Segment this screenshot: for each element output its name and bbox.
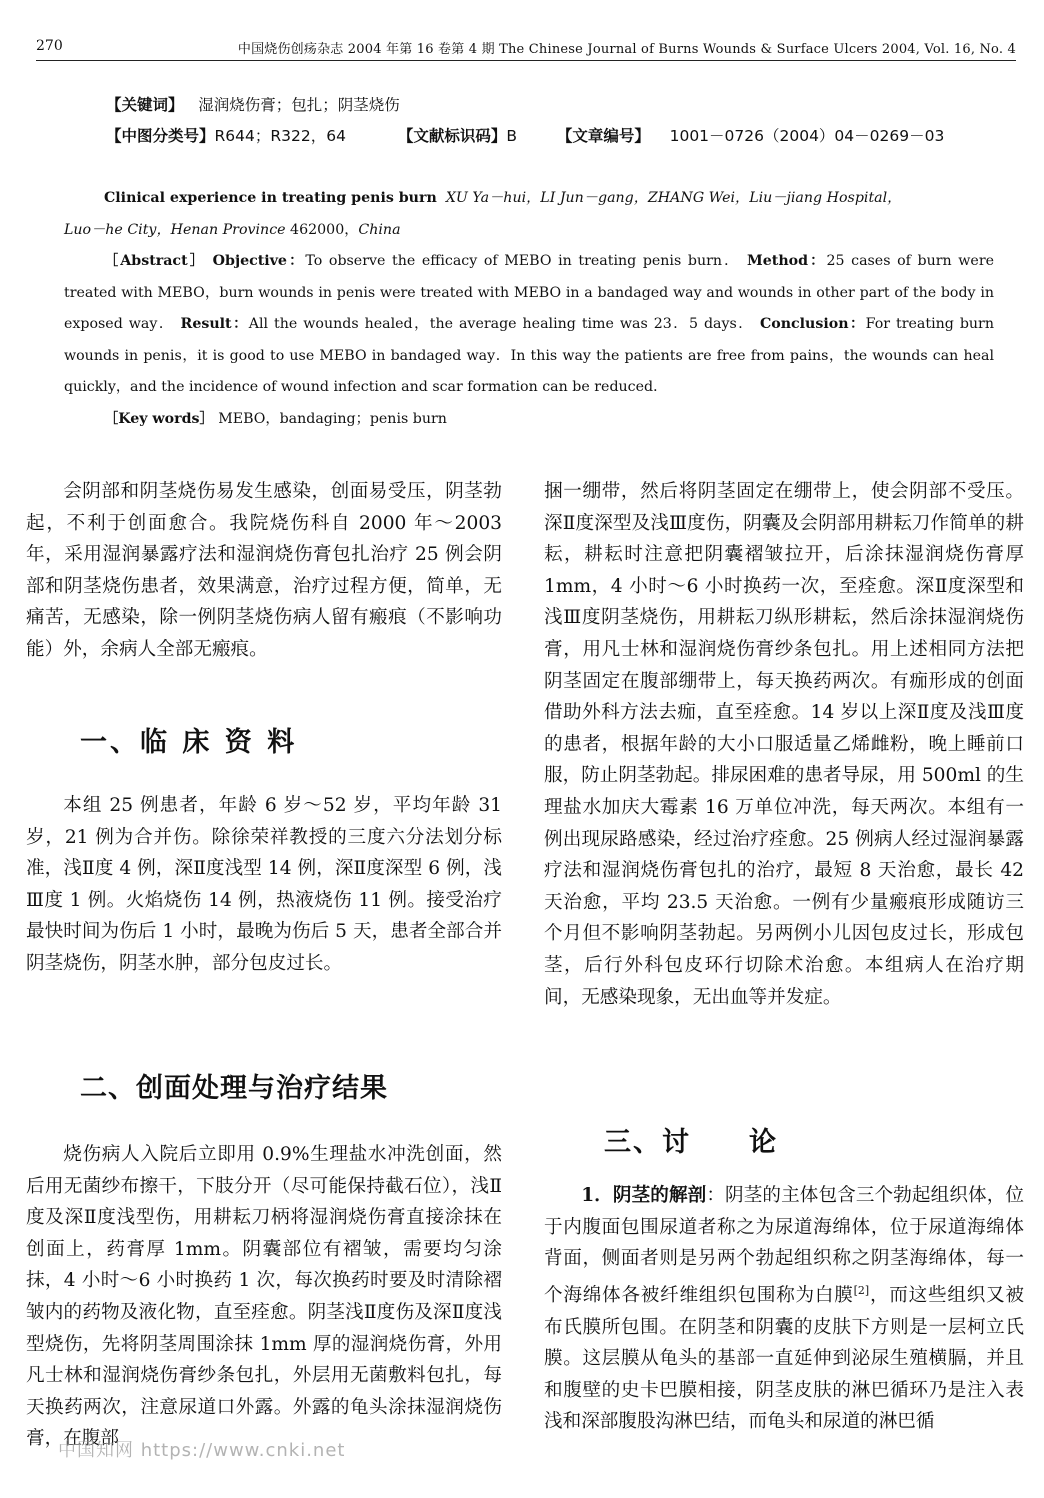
method-label: Method： — [747, 253, 827, 269]
abstract-label: ［Abstract］ — [104, 253, 207, 269]
keywords-cn — [106, 93, 400, 115]
citation-ref: [2] — [853, 1283, 870, 1297]
left-column-section2 — [26, 1139, 502, 1455]
intro-paragraph: 会阴部和阴茎烧伤易发生感染，创面易受压，阴茎勃起，不利于创面愈合。我院烧伤科自 2000 年～2003年，采用湿润暴露疗法和湿润烧伤膏包扎治疗 25 例会阴部和阴茎烧伤患者，效果满意，治疗过程方便，简单，无痛苦，无感染，除一例阴茎烧伤病人留有瘢痕（不影响功能）外，余病人全部无瘢痕。 — [26, 481, 502, 660]
doc-code-value: B — [506, 127, 517, 145]
objective-text: To observe the efficacy of MEBO in treating penis burn． — [305, 253, 741, 269]
result-label: Result： — [180, 316, 249, 332]
classification-line — [106, 124, 944, 146]
cnki-watermark: 中国知网 https://www.cnki.net — [58, 1440, 346, 1461]
article-no-label: 【文章编号】 — [556, 127, 650, 145]
anatomy-text-1: ：阴茎的主体包含三个勃起组织体，位于内腹面包围尿道者称之为尿道海绵体，位于尿道海绵体背面，侧面者则是另两个勃起组织称之阴茎海绵体，每一个海绵体各被纤维组织包围称为白膜 — [544, 1185, 1024, 1306]
keywords-cn-text: 湿润烧伤膏；包扎；阴茎烧伤 — [198, 96, 400, 114]
treatment-continued-paragraph: 捆一绷带，然后将阴茎固定在绷带上，使会阴部不受压。深Ⅱ度深型及浅Ⅲ度伤，阴囊及会阴部用耕耘刀作简单的耕耘，耕耘时注意把阴囊褶皱拉开，后涂抹湿润烧伤膏厚 1mm，4 小时～6 小时换药一次，至痊愈。深Ⅱ度深型和浅Ⅲ度阴茎烧伤，用耕耘刀纵形耕耘，然后涂抹湿润烧伤膏，用凡士林和湿润烧伤膏纱条包扎。用上述相同方法把阴茎固定在腹部绷带上，每天换药两次。有痂形成的创面借助外科方法去痂，直至痊愈。14 岁以上深Ⅱ度及浅Ⅲ度的患者，根据年龄的大小口服适量乙烯雌粉，晚上睡前口服，防止阴茎勃起。排尿困难的患者导尿，用 500ml 的生理盐水加庆大霉素 16 万单位冲洗，每天两次。本组有一例出现尿路感染，经过治疗痊愈。25 例病人经过湿润暴露疗法和湿润烧伤膏包扎的治疗，最短 8 天治愈，最长 42 天治愈，平均 23.5 天治愈。一例有少量瘢痕形成随访三个月但不影响阴茎勃起。另两例小儿因包皮过长，形成包茎，后行外科包皮环行切除术治愈。本组病人在治疗期间，无感染现象，无出血等并发症。 — [544, 481, 1024, 1008]
objective-label: Objective： — [212, 253, 306, 269]
page-number: 270 — [36, 38, 63, 54]
right-column-treatment — [544, 476, 1024, 1013]
english-title: Clinical experience in treating penis burn — [104, 190, 437, 206]
affiliation-city: Luo－he City，Henan Province — [64, 221, 286, 238]
keywords-cn-label: 【关键词】 — [106, 96, 184, 114]
clinical-data-paragraph: 本组 25 例患者，年龄 6 岁～52 岁，平均年龄 31 岁，21 例为合并伤。除徐荣祥教授的三度六分法划分标准，浅Ⅱ度 4 例，深Ⅱ度浅型 14 例，深Ⅱ度深型 6 例，浅Ⅲ度 1 例。火焰烧伤 14 例，热液烧伤 11 例。接受治疗最快时间为伤后 1 小时，最晚为伤后 5 天，患者全部合并阴茎烧伤，阴茎水肿，部分包皮过长。 — [26, 795, 502, 974]
clc-label: 【中图分类号】 — [106, 127, 215, 145]
treatment-paragraph: 烧伤病人入院后立即用 0.9%生理盐水冲洗创面，然后用无菌纱布擦干，下肢分开（尽可能保持截石位），浅Ⅱ度及深Ⅱ度浅型伤，用耕耘刀柄将湿润烧伤膏直接涂抹在创面上，药膏厚 1mm。阴囊部位有褶皱，需要均匀涂抹，4 小时～6 小时换药 1 次，每次换药时要及时清除褶皱内的药物及液化物，直至痊愈。阴茎浅Ⅱ度伤及深Ⅱ度浅型烧伤，先将阴茎周围涂抹 1mm 厚的湿润烧伤膏，外用凡士林和湿润烧伤膏纱条包扎，外层用无菌敷料包扎，每天换药两次，注意尿道口外露。外露的龟头涂抹湿润烧伤膏，在腹部 — [26, 1144, 502, 1450]
english-abstract — [64, 183, 994, 435]
section-1-heading: 一、临 床 资 料 — [80, 727, 298, 758]
section-2-heading: 二、创面处理与治疗结果 — [80, 1073, 388, 1104]
english-keywords — [64, 404, 994, 436]
english-keywords-text: MEBO，bandaging；penis burn — [218, 410, 447, 427]
method-text: 25 cases of burn were treated with MEBO，burn wounds in penis were treated with MEBO in a bandaged way and wounds in other part of the body in exposed way． — [64, 253, 994, 332]
article-no-value: 1001－0726（2004）04－0269－03 — [669, 127, 945, 145]
english-authors: XU Ya－hui，LI Jun－gang，ZHANG Wei，Liu－jiang Hospital， — [445, 190, 902, 206]
section-3-heading: 三、讨 论 — [604, 1127, 778, 1158]
anatomy-paragraph — [544, 1180, 1024, 1438]
right-column-discussion — [544, 1180, 1024, 1438]
left-column-intro — [26, 476, 502, 666]
conclusion-text: For treating burn wounds in penis，it is good to use MEBO in bandaged way．In this way the patients are free from pains，the wounds can heal quickly，and the incidence of wound infection and scar formation can be reduced． — [64, 316, 994, 395]
english-title-line — [64, 183, 994, 215]
anatomy-text-2: ，而这些组织又被布氏膜所包围。在阴茎和阴囊的皮肤下方则是一层柯立氏膜。这层膜从龟头的基部一直延伸到泌尿生殖横膈，并且和腹壁的史卡巴膜相接，阴茎皮肤的淋巴循环乃是注入表浅和深部腹股沟淋巴结，而龟头和尿道的淋巴循 — [544, 1284, 1024, 1433]
english-affiliation — [64, 215, 994, 247]
left-column-section1 — [26, 790, 502, 980]
clc-value: R644；R322，64 — [214, 127, 346, 145]
running-title: 中国烧伤创疡杂志 2004 年第 16 卷第 4 期 The Chinese Journal of Burns Wounds & Surface Ulcers 2004, Vol. 16, No. 4 — [237, 42, 1016, 57]
conclusion-label: Conclusion： — [759, 316, 866, 332]
running-header — [36, 38, 1016, 61]
result-text: All the wounds healed，the average healing time was 23．5 days． — [248, 316, 754, 332]
anatomy-subheading: 1．阴茎的解剖 — [581, 1185, 707, 1206]
english-abstract-body — [64, 246, 994, 404]
english-keywords-label: ［Key words］ — [104, 410, 214, 427]
affiliation-country: China — [358, 221, 401, 238]
doc-code-label: 【文献标识码】 — [397, 127, 507, 145]
affiliation-postcode: 462000， — [285, 221, 359, 238]
